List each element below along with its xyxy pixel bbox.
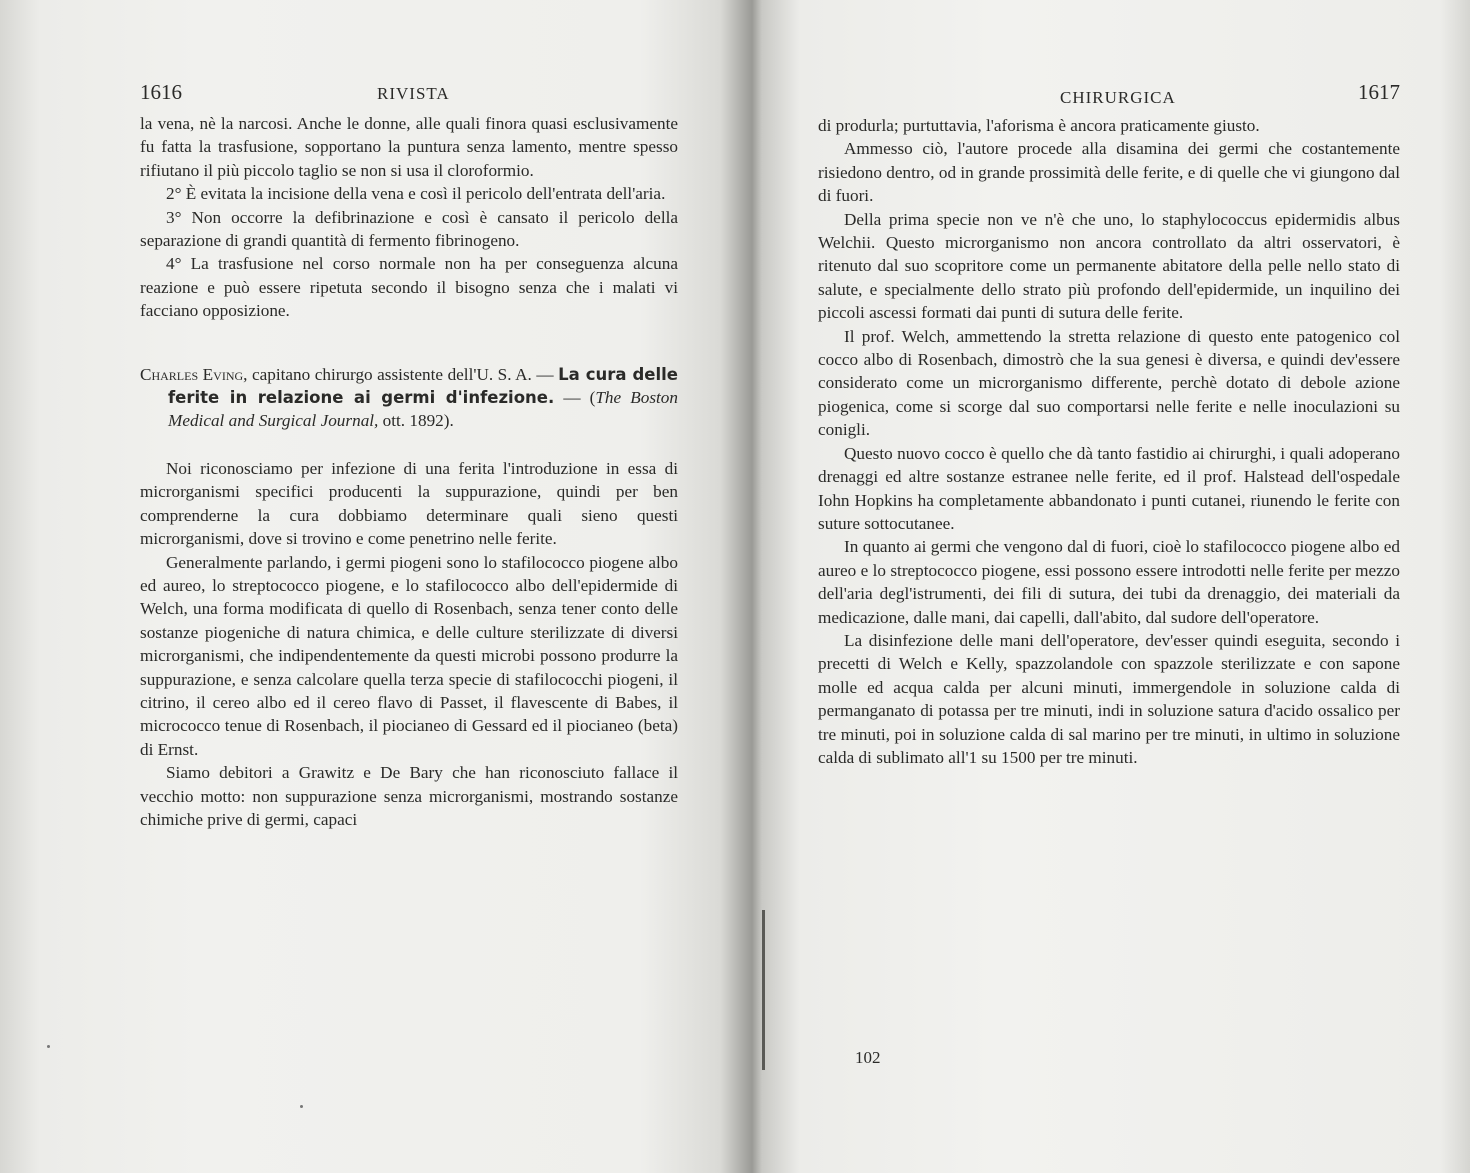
right-paragraph-3: Della prima specie non ve n'è che uno, lo staphylococcus epidermidis albus Welchii. Questo microrganismo non ancora controllato da altri osservatori, è ritenuto dal suo scopritore come un permanente abitatore della pelle nello stato di salute, e specialmente dello strato più profondo dell'epidermide, un inquilino dei piccoli ascessi formati dai punti di sutura delle ferite.: [818, 209, 1400, 323]
left-page-number: 1616: [140, 80, 182, 104]
right-paragraph-4: Il prof. Welch, ammettendo la stretta relazione di questo ente patogenico col cocco albo di Rosenbach, dimostrò che la sua genesi è diversa, e quindi dev'essere considerato come un microrganismo differente, perchè dotato di debole azione piogenica, come si scorge dal suo comportarsi nelle ferite e nelle inoculazioni su conigli.: [818, 326, 1400, 440]
left-running-title: RIVISTA: [377, 84, 450, 103]
paper-speck: [47, 1045, 50, 1048]
left-paragraph-2: 2° È evitata la incisione della vena e così il pericolo dell'entrata dell'aria.: [166, 184, 666, 204]
right-paragraph-1: di produrla; purtuttavia, l'aforisma è ancora praticamente giusto.: [818, 116, 1260, 135]
citation-title: La cura delle ferite in relazione ai germi d'infezione.: [168, 364, 678, 408]
right-running-title: CHIRURGICA: [1060, 88, 1176, 107]
left-text-block: [140, 112, 678, 831]
paper-speck: [300, 1105, 303, 1108]
left-paragraph-7: Siamo debitori a Grawitz e De Bary che han riconosciuto fallace il vecchio motto: non suppurazione senza microrganismi, mostrando sostanze chimiche prive di germi, capaci: [140, 763, 678, 829]
citation-author: Charles Eving,: [140, 364, 248, 384]
citation-affiliation: capitano chirurgo assistente dell'U. S. A.: [247, 364, 532, 384]
right-paragraph-6: In quanto ai germi che vengono dal di fuori, cioè lo stafilococco piogene albo ed aureo e lo streptococco piogene, essi possono essere introdotti nelle ferite per mezzo dell'aria degl'istrumenti, dei fili di sutura, dei tubi da drenaggio, dei materiali da medicazione, dalle mani, dai capelli, dall'abito, dal sudore dell'operatore.: [818, 537, 1400, 627]
left-paragraph-1: la vena, nè la narcosi. Anche le donne, alle quali finora quasi esclusivamente fu fatta la trasfusione, sopportano la puntura senza lamento, mentre spesso rifiutano il più piccolo taglio se non si usa il cloroformio.: [140, 114, 678, 180]
right-paragraph-7: La disinfezione delle mani dell'operatore, dev'esser quindi eseguita, secondo i precetti di Welch e Kelly, spazzolandole con spazzole sterilizzate e con sapone molle ed acqua calda per alcuni minuti, immergendole in soluzione calda di permanganato di potassa per tre minuti, indi in soluzione satura d'acido ossalico per tre minuti, poi in soluzione calda di sal marino per tre minuti, in ultimo in soluzione calda di sublimato all'1 su 1500 per tre minuti.: [818, 630, 1400, 767]
citation-journal: The Boston Medical and Surgical Journal,: [168, 388, 678, 431]
section-gap: [140, 323, 678, 363]
article-citation: [140, 363, 678, 433]
printer-signature: 102: [855, 1048, 881, 1067]
right-paragraph-2: Ammesso ciò, l'autore procede alla disamina dei germi che costantemente risiedono dentro, od in grande prossimità delle ferite, e di quelle che vi giungono dal di fuori.: [818, 139, 1400, 206]
binding-shadow: [762, 910, 765, 1070]
left-paragraph-6: Generalmente parlando, i germi piogeni sono lo stafilococco piogene albo ed aureo, lo streptococco piogene, e lo stafilococco albo dell'epidermide di Welch, una forma modificata di quello di Rosenbach, senza tener conto delle sostanze piogeniche di natura chimica, e delle culture sterilizzate di diversi microrganismi, che indipendentemente da questi microbi possono produrre la suppurazione, e senza calcolare quella terza specie di stafilococchi piogeni, il citrino, il cereo albo ed il cereo flavo di Passet, il flavescente di Babes, il micrococco tenue di Rosenbach, il piocianeo di Gessard ed il piocianeo (beta) di Ernst.: [140, 552, 678, 759]
citation-dash-1: —: [531, 364, 559, 384]
citation-date: ott. 1892).: [378, 411, 454, 431]
right-page: [760, 0, 1470, 1173]
citation-gap: [140, 433, 678, 457]
right-text-block: [818, 114, 1400, 769]
left-paragraph-3: 3° Non occorre la defibrinazione e così è cansato il pericolo della separazione di grandi quantità di fermento fibrinogeno.: [140, 207, 678, 251]
right-page-number: 1617: [1358, 80, 1400, 104]
right-paragraph-5: Questo nuovo cocco è quello che dà tanto fastidio ai chirurghi, i quali adoperano drenaggi ed altre sostanze estranee nelle ferite, ed il prof. Halstead dell'ospedale Iohn Hopkins ha completamente abbandonato i punti cutanei, riunendo le ferite con suture sottocutanee.: [818, 443, 1400, 533]
left-paragraph-4: 4° La trasfusione nel corso normale non ha per conseguenza alcuna reazione e può essere ripetuta secondo il bisogno senza che i malati vi facciano opposizione.: [140, 254, 678, 321]
citation-dash-2: — (: [554, 388, 596, 408]
left-paragraph-5: Noi riconosciamo per infezione di una ferita l'introduzione in essa di microrganismi specifici producenti la suppurazione, quindi per ben comprenderne la cura dobbiamo determinare quali sieno questi microrganismi, dove si trovino e come penetrino nelle ferite.: [140, 458, 678, 549]
